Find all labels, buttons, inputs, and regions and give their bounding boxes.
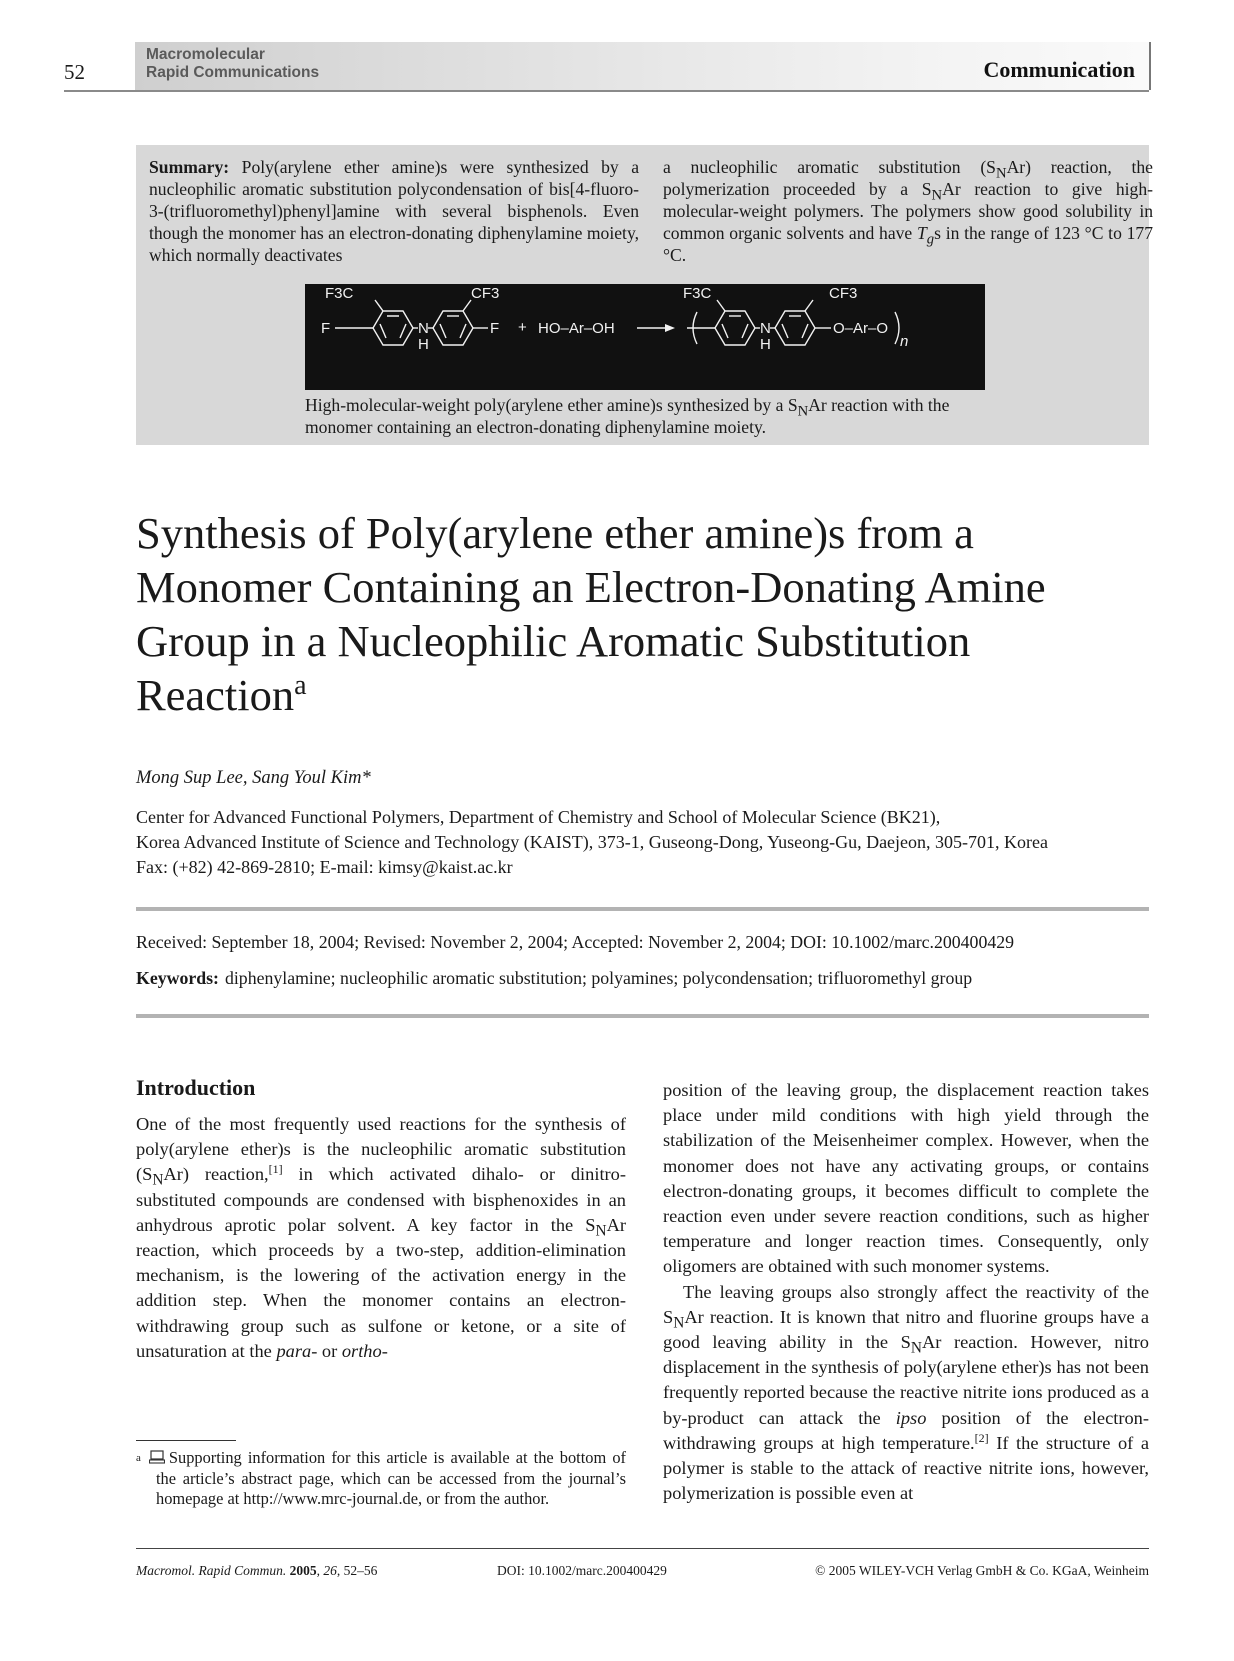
received-dates: Received: September 18, 2004; Revised: November 2, 2004; Accepted: November 2, 2004; DOI: 10.1002/marc.200400429 [136, 932, 1015, 952]
subscript-n: N [995, 165, 1007, 182]
header-rule [64, 90, 1149, 92]
section-heading-introduction: Introduction [136, 1075, 256, 1100]
citation-ref: [2] [974, 1430, 989, 1445]
body-text: One of the most frequently used reactions for the synthesis of poly(arylene ether)s is the nucleophilic aromatic substitution (S [136, 1114, 626, 1185]
footnote-text: Supporting information for this article is available at the bottom of the article’s abstract page, which can be accessed from the journal’s homepage at http://www.mrc-journal.de, or from the author. [156, 1448, 626, 1508]
body-text: Ar reaction. It is known that nitro and fluorine groups have a good leaving ability in the S [663, 1306, 1149, 1353]
keywords [136, 968, 972, 989]
summary-left-text: Poly(arylene ether amine)s were synthesized by a nucleophilic aromatic substitution polycondensation of bis[4-fluoro-3-(trifluoromethyl)phenyl]amine with several bisphenols. Even though the monomer has an electron-donating diphenylamine moiety, which normally deactivates [149, 157, 640, 265]
pages: , 52–56 [336, 1563, 378, 1578]
affiliation [136, 805, 1176, 880]
amine-n-2: N [760, 320, 771, 337]
body-text: in which activated dihalo- or dinitro-substituted compounds are condensed with bisphenoxides in an anhydrous aprotic polar solvent. A key factor in the S [136, 1164, 627, 1235]
affiliation-line: Korea Advanced Institute of Science and Technology (KAIST), 373-1, Guseong-Dong, Yuseong-Gu, Daejeon, 305-701, Korea [136, 832, 1049, 852]
year: 2005 [289, 1563, 317, 1578]
tg-symbol: T [916, 223, 927, 243]
title-text: Synthesis of Poly(arylene ether amine)s from a Monomer Containing an Electron-Donating Amine Group in a Nucleophilic Aromatic Substitution Reaction [136, 508, 1046, 720]
journal-name-line-1: Macromolecular [146, 46, 265, 63]
ether-linkage: O–Ar–O [833, 320, 889, 337]
divider [136, 907, 1149, 911]
scheme-caption [305, 394, 995, 438]
caption-text: Ar reaction with the monomer containing an electron-donating diphenylamine moiety. [305, 395, 950, 437]
body-text: Ar reaction, which proceeds by a two-step, addition-elimination mechanism, is the lowering of the activation energy in the addition step. When the monomer contains an electron-withdrawing group such as sulfone or ketone, or a site of unsaturation at the [136, 1214, 626, 1361]
page-number: 52 [64, 60, 85, 84]
subscript-n: N [931, 187, 943, 204]
title-footnote-mark: a [294, 670, 307, 702]
footer-copyright: © 2005 WILEY-VCH Verlag GmbH & Co. KGaA, Weinheim [815, 1563, 1149, 1578]
volume: 26 [323, 1563, 337, 1578]
summary-label: Summary: [149, 157, 230, 177]
cf3-group-1: CF3 [471, 285, 500, 302]
reaction-scheme [305, 284, 985, 390]
computer-icon [149, 1450, 165, 1464]
subscript-n: N [797, 403, 809, 420]
subscript-n: N [152, 1172, 164, 1190]
paragraph: position of the leaving group, the displacement reaction takes place under mild conditions with high yield through the stabilization of the Meisenheimer complex. However, when the monomer does not have any activating groups, or contains electron-donating groups, it becomes difficult to complete the reaction even under severe reaction conditions, such as higher temperature and longer reaction times. Consequently, only oligomers are obtained with such monomer systems. [663, 1080, 1149, 1277]
footnote [136, 1448, 626, 1510]
plus-sign: + [518, 319, 527, 336]
italic-term: ortho- [341, 1340, 388, 1361]
divider [136, 1014, 1149, 1018]
citation-ref: [1] [268, 1162, 283, 1177]
cf3-group-2: CF3 [829, 285, 858, 302]
italic-term: para- [276, 1340, 318, 1361]
summary-left-column [149, 156, 639, 266]
repeat-unit-n: n [900, 333, 909, 350]
italic-term: ipso [895, 1407, 927, 1428]
article-title [136, 506, 1096, 722]
summary-right-column [663, 156, 1153, 266]
amine-n-1: N [418, 320, 429, 337]
body-column-right [663, 1078, 1149, 1506]
summary-text: Ar) reaction, the polymerization proceeded by a S [663, 157, 1153, 199]
paragraph [136, 1112, 626, 1364]
subscript-n: N [595, 1222, 607, 1240]
keywords-list: diphenylamine; nucleophilic aromatic substitution; polyamines; polycondensation; trifluoromethyl group [224, 968, 973, 988]
footer-citation: Macromol. Rapid Commun. 2005, 26, 52–56 [136, 1563, 378, 1578]
reaction-arrow-head [665, 324, 675, 332]
subscript-n: N [673, 1314, 685, 1332]
f3c-group-1: F3C [325, 285, 354, 302]
body-text: or [317, 1340, 342, 1361]
amine-h-1: H [418, 336, 429, 353]
summary-text: Ar reaction to give high-molecular-weight polymers. The polymers show good solubility in common organic solvents and have [663, 179, 1153, 243]
bisphenol: HO–Ar–OH [538, 320, 615, 337]
footnote-mark: a [136, 1452, 141, 1464]
body-text: The leaving groups also strongly affect the reactivity of the S [663, 1281, 1149, 1327]
section-label: Communication [983, 57, 1135, 82]
journal-name [146, 46, 319, 82]
body-text: Ar reaction. However, nitro displacement in the synthesis of poly(arylene ether)s has not been frequently reported because the reactive nitrite ions produced as a by-product can attack the [663, 1332, 1149, 1428]
body-text: If the structure of a polymer is stable to the attack of reactive nitrite ions, however, polymerization is possible even at [663, 1432, 1150, 1504]
contact-line: Fax: (+82) 42-869-2810; E-mail: kimsy@kaist.ac.kr [136, 857, 513, 877]
authors: Mong Sup Lee, Sang Youl Kim* [136, 768, 371, 788]
journal-name-line-2: Rapid Communications [146, 64, 320, 81]
body-text: position of the electron-withdrawing groups at high temperature. [663, 1407, 1149, 1453]
journal-abbreviation: Macromol. Rapid Commun. [136, 1563, 287, 1578]
fluorine-right: F [490, 320, 500, 337]
subscript-n: N [910, 1339, 922, 1357]
body-column-left [136, 1112, 626, 1364]
summary-text: a nucleophilic aromatic substitution (S [663, 157, 996, 177]
caption-text: High-molecular-weight poly(arylene ether amine)s synthesized by a S [305, 395, 798, 415]
tg-subscript: g [926, 231, 935, 248]
footer-rule [136, 1548, 1149, 1549]
f3c-group-2: F3C [683, 285, 712, 302]
paragraph [663, 1280, 1149, 1507]
affiliation-line: Center for Advanced Functional Polymers, Department of Chemistry and School of Molecular Science (BK21), [136, 807, 941, 827]
keywords-label: Keywords: [136, 968, 219, 988]
amine-h-2: H [760, 336, 771, 353]
footnote-rule [136, 1440, 236, 1441]
body-text: Ar) reaction, [163, 1164, 269, 1185]
fluorine-left: F [321, 320, 331, 337]
summary-text: s in the range of 123 °C to 177 °C. [663, 223, 1153, 265]
footer-doi: DOI: 10.1002/marc.200400429 [497, 1563, 667, 1578]
